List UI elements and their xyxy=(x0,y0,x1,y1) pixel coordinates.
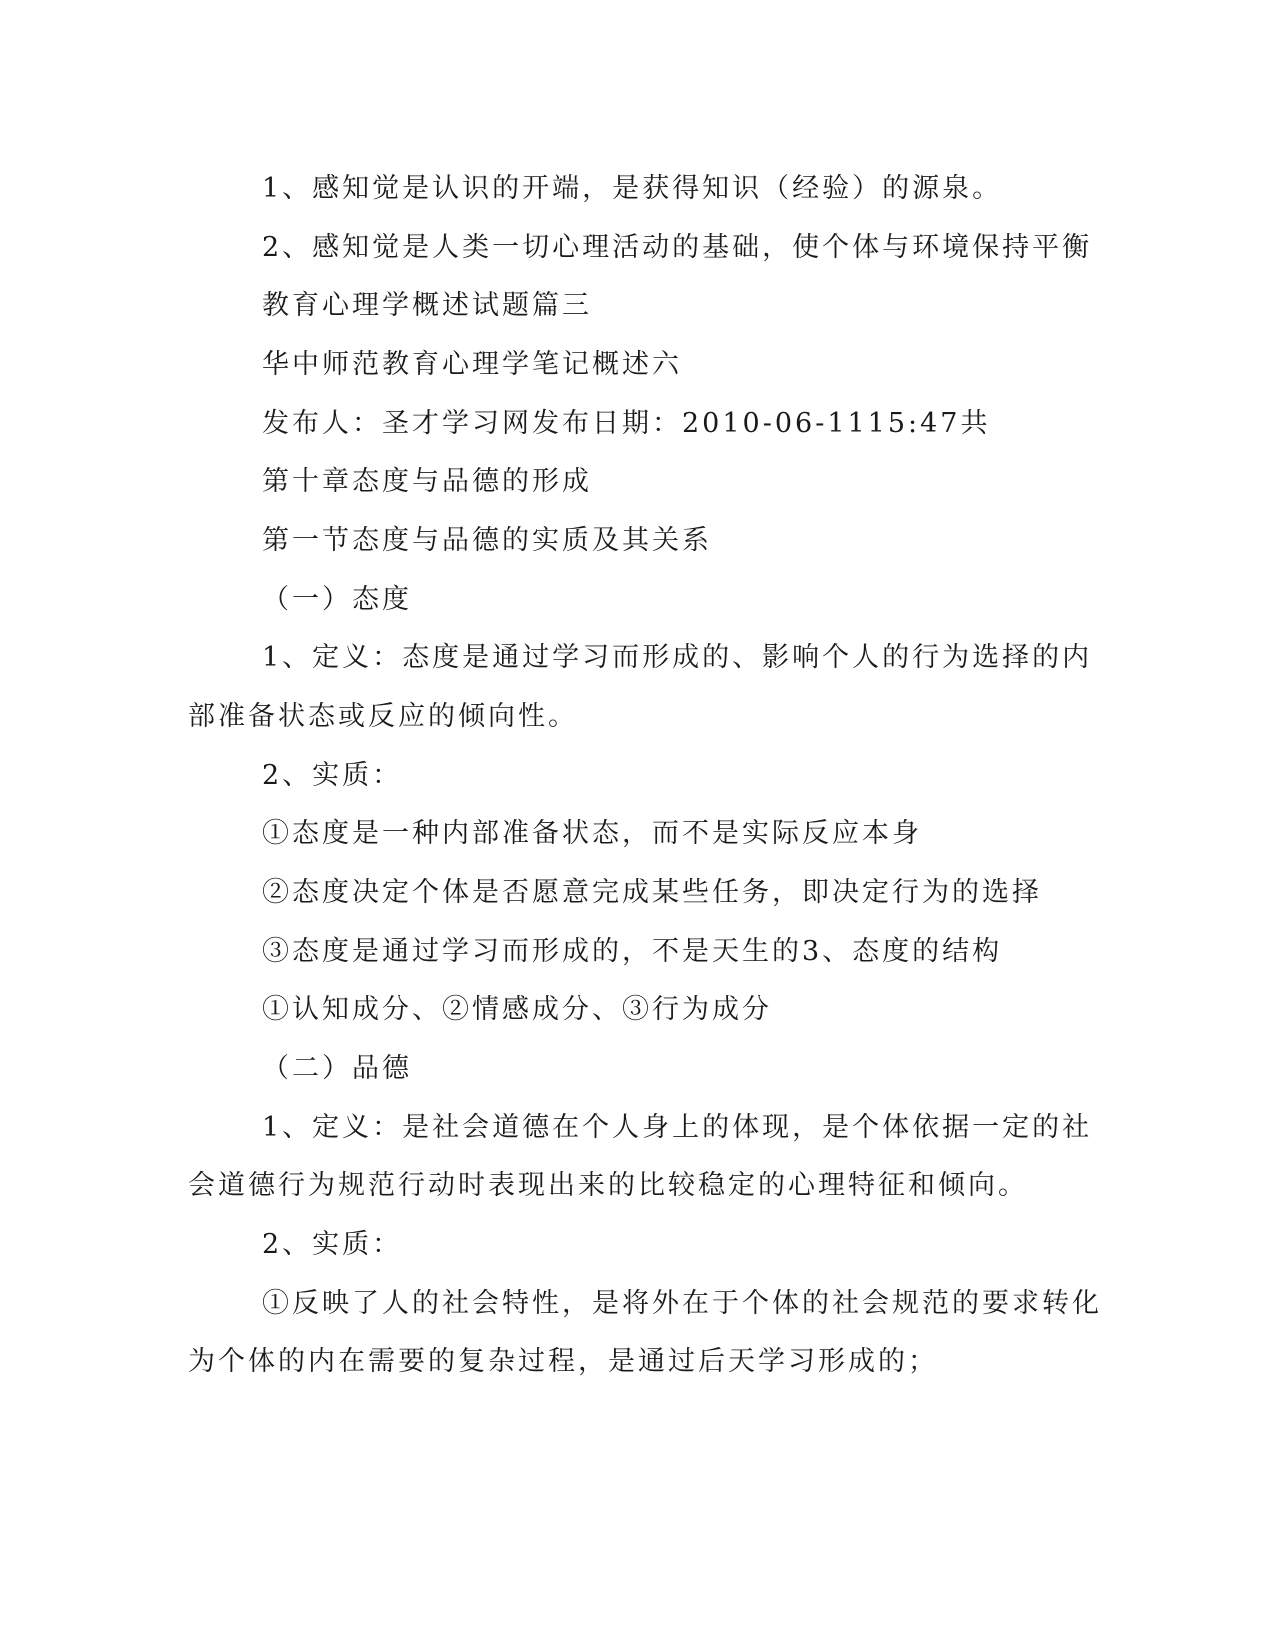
list-item: ①认知成分、②情感成分、③行为成分 xyxy=(262,994,772,1025)
list-item: ①态度是一种内部准备状态，而不是实际反应本身 xyxy=(262,818,922,849)
section-subtitle: 华中师范教育心理学笔记概述六 xyxy=(262,349,682,380)
text-line: 为个体的内在需要的复杂过程，是通过后天学习形成的； xyxy=(188,1346,938,1377)
section-heading: 第一节态度与品德的实质及其关系 xyxy=(262,525,712,556)
text-line: 2、实质： xyxy=(262,1229,403,1260)
text-line: 部准备状态或反应的倾向性。 xyxy=(188,701,578,732)
text-line: 2、感知觉是人类一切心理活动的基础，使个体与环境保持平衡 xyxy=(262,232,1093,263)
publisher-info: 发布人：圣才学习网发布日期：2010-06-1115:47共 xyxy=(262,408,991,439)
text-line: 会道德行为规范行动时表现出来的比较稳定的心理特征和倾向。 xyxy=(188,1170,1028,1201)
list-item: ②态度决定个体是否愿意完成某些任务，即决定行为的选择 xyxy=(262,877,1042,908)
subsection-heading: （一）态度 xyxy=(262,584,412,615)
text-line: 2、实质： xyxy=(262,760,403,791)
text-line: 1、感知觉是认识的开端，是获得知识（经验）的源泉。 xyxy=(262,173,1003,204)
text-line: 1、定义：态度是通过学习而形成的、影响个人的行为选择的内 xyxy=(262,642,1093,673)
text-line: 1、定义：是社会道德在个人身上的体现，是个体依据一定的社 xyxy=(262,1112,1093,1143)
chapter-heading: 第十章态度与品德的形成 xyxy=(262,466,592,497)
subsection-heading: （二）品德 xyxy=(262,1053,412,1084)
list-item: ③态度是通过学习而形成的，不是天生的3、态度的结构 xyxy=(262,936,1003,967)
list-item: ①反映了人的社会特性，是将外在于个体的社会规范的要求转化 xyxy=(262,1288,1102,1319)
section-title: 教育心理学概述试题篇三 xyxy=(262,290,592,321)
